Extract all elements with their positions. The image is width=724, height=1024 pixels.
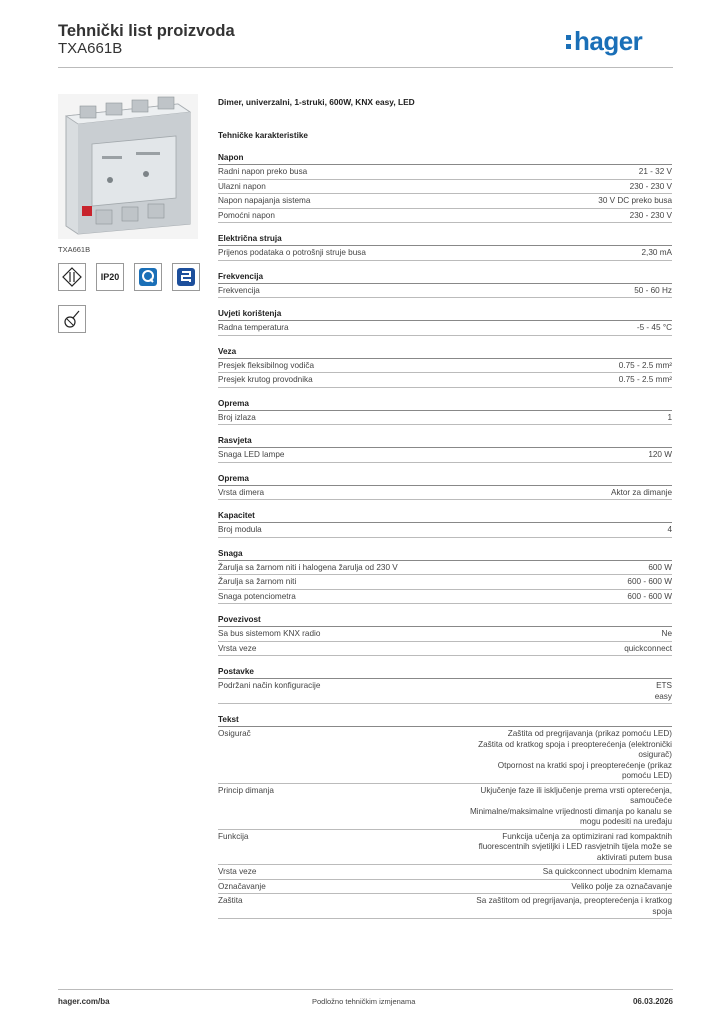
footer-divider xyxy=(58,989,673,990)
spec-value xyxy=(432,786,672,828)
spec-row xyxy=(218,180,672,195)
spec-label: Prijenos podataka o potrošnji struje busa xyxy=(218,248,366,257)
spec-row xyxy=(218,165,672,180)
spec-label: Vrsta veze xyxy=(218,643,257,653)
spec-label: Broj modula xyxy=(218,525,262,534)
spec-label: Princip dimanja xyxy=(218,785,274,795)
spec-section xyxy=(218,713,672,919)
spec-label: Frekvencija xyxy=(218,285,260,295)
spec-value xyxy=(619,361,672,372)
spec-sections xyxy=(218,151,672,919)
spec-value-line: Otpornost na kratki spoj i preopterećenje (prikaz xyxy=(497,760,672,770)
spec-section xyxy=(218,434,672,463)
spec-value xyxy=(627,577,672,588)
dimmer-symbol-icon xyxy=(58,305,86,333)
spec-value xyxy=(432,729,672,782)
tech-characteristics-heading: Tehničke karakteristike xyxy=(218,131,308,140)
spec-value-line: Aktor za dimanje xyxy=(611,487,672,497)
spec-label: Osigurač xyxy=(218,729,251,738)
spec-section xyxy=(218,472,672,501)
section-title: Frekvencija xyxy=(218,270,672,284)
spec-row xyxy=(218,448,672,463)
dimmer-device-icon xyxy=(58,94,198,239)
spec-section xyxy=(218,345,672,388)
spec-value-line: Funkcija učenja za optimizirani rad kompaktnih xyxy=(502,831,672,841)
specifications-panel xyxy=(218,96,672,919)
spec-row xyxy=(218,523,672,538)
section-title: Rasvjeta xyxy=(218,434,672,448)
spec-value xyxy=(639,167,672,178)
spec-value-line: aktivirati putem busa xyxy=(596,852,672,862)
spec-row xyxy=(218,194,672,209)
image-caption: TXA661B xyxy=(58,245,91,254)
section-title: Napon xyxy=(218,151,672,165)
spec-value-line: osigurač) xyxy=(638,750,672,759)
spec-value-line: 30 V DC preko busa xyxy=(598,196,672,205)
spec-label: Žarulja sa žarnom niti i halogena žarulja od 230 V xyxy=(218,562,398,572)
spec-value-line: Minimalne/maksimalne vrijednosti dimanja po kanalu se xyxy=(469,806,672,816)
product-name: Dimer, univerzalni, 1-struki, 600W, KNX easy, LED xyxy=(218,97,415,107)
logo-text: hager xyxy=(574,26,643,56)
spec-label: Radni napon preko busa xyxy=(218,167,308,176)
spec-label: Funkcija xyxy=(218,831,249,841)
spec-section xyxy=(218,270,672,299)
spec-row xyxy=(218,321,672,336)
spec-row xyxy=(218,359,672,374)
spec-value-line: 2,30 mA xyxy=(641,248,672,257)
ip20-label: IP20 xyxy=(100,272,120,282)
section-title: Oprema xyxy=(218,397,672,411)
hager-logo xyxy=(566,26,642,56)
product-code: TXA661B xyxy=(58,40,123,57)
spec-label: Vrsta veze xyxy=(218,867,257,876)
spec-row xyxy=(218,642,672,657)
knx-easy-icon xyxy=(172,263,200,291)
spec-label: Radna temperatura xyxy=(218,323,289,332)
spec-value xyxy=(432,896,672,917)
section-title: Snaga xyxy=(218,547,672,561)
spec-value xyxy=(667,525,672,536)
spec-label: Ulazni napon xyxy=(218,181,266,191)
section-title: Električna struja xyxy=(218,232,672,246)
spec-row xyxy=(218,284,672,299)
spec-label: Pomoćni napon xyxy=(218,210,275,220)
header-divider xyxy=(58,67,673,68)
spec-section xyxy=(218,613,672,656)
spec-row xyxy=(218,246,672,261)
spec-value xyxy=(627,592,672,603)
spec-row xyxy=(218,894,672,919)
spec-label: Napon napajanja sistema xyxy=(218,196,311,205)
section-title: Oprema xyxy=(218,472,672,486)
spec-value-line: ETS xyxy=(656,681,672,690)
spec-section xyxy=(218,665,672,704)
spec-value xyxy=(611,488,672,499)
spec-value-line: quickconnect xyxy=(624,643,672,653)
spec-value-line: Zaštita od pregrijavanja (prikaz pomoću LED) xyxy=(507,729,672,738)
spec-value-line: 230 - 230 V xyxy=(629,181,672,191)
spec-value-line: 0.75 - 2.5 mm² xyxy=(618,360,672,370)
spec-value-line: easy xyxy=(654,691,672,701)
spec-value-line: 4 xyxy=(667,525,672,534)
section-title: Povezivost xyxy=(218,613,672,627)
spec-row xyxy=(218,575,672,590)
spec-value-line: 21 - 32 V xyxy=(638,167,672,176)
spec-value xyxy=(655,681,672,702)
spec-label: Zaštita xyxy=(218,896,243,905)
footer-date: 06.03.2026 xyxy=(632,997,673,1006)
spec-value-line: Ukjučenje faze ili isključenje prema vrsti opterećenja, xyxy=(480,785,672,795)
spec-value xyxy=(667,413,672,424)
spec-value-line: Sa zaštitom od pregrijavanja, preopterećenja i kratkog xyxy=(476,896,672,905)
spec-label: Vrsta dimera xyxy=(218,487,265,497)
spec-label: Podržani način konfiguracije xyxy=(218,681,321,690)
spec-row xyxy=(218,590,672,605)
spec-section xyxy=(218,509,672,538)
spec-value xyxy=(630,182,672,193)
spec-value-line: 120 W xyxy=(648,450,672,459)
spec-row xyxy=(218,209,672,224)
spec-row xyxy=(218,679,672,704)
spec-value-line: 600 W xyxy=(648,562,672,572)
spec-row xyxy=(218,784,672,830)
spec-value-line: 600 - 600 W xyxy=(627,577,672,586)
spec-section xyxy=(218,151,672,223)
spec-label: Sa bus sistemom KNX radio xyxy=(218,629,321,638)
spec-value-line: mogu podesiti na uređaju xyxy=(580,817,672,826)
spec-row xyxy=(218,830,672,866)
spec-value-line: 230 - 230 V xyxy=(629,210,672,220)
spec-label: Snaga potenciometra xyxy=(218,591,296,601)
spec-value-line: 1 xyxy=(667,412,672,422)
spec-row xyxy=(218,627,672,642)
spec-row xyxy=(218,865,672,880)
spec-value xyxy=(637,323,672,334)
page-title: Tehnički list proizvoda xyxy=(58,22,235,40)
spec-section xyxy=(218,232,672,261)
spec-value xyxy=(648,450,672,461)
spec-value-line: Sa quickconnect ubodnim klemama xyxy=(542,867,672,876)
spec-row xyxy=(218,727,672,784)
section-title: Postavke xyxy=(218,665,672,679)
spec-value-line: -5 - 45 °C xyxy=(636,323,672,332)
spec-value-line: 50 - 60 Hz xyxy=(634,285,672,295)
din-rail-icon xyxy=(58,263,86,291)
spec-label: Presjek fleksibilnog vodiča xyxy=(218,360,315,370)
spec-label: Žarulja sa žarnom niti xyxy=(218,577,297,586)
spec-section xyxy=(218,307,672,336)
footer-website: hager.com/ba xyxy=(58,997,110,1006)
spec-value-line: pomoću LED) xyxy=(621,771,672,780)
spec-value xyxy=(619,375,672,386)
spec-row xyxy=(218,561,672,576)
spec-row xyxy=(218,880,672,895)
spec-row xyxy=(218,486,672,501)
spec-label: Broj izlaza xyxy=(218,412,256,422)
spec-value xyxy=(432,882,672,893)
spec-value xyxy=(630,211,672,222)
spec-value-line: spoja xyxy=(652,906,672,916)
spec-section xyxy=(218,547,672,605)
spec-value xyxy=(432,867,672,878)
section-title: Uvjeti korištenja xyxy=(218,307,672,321)
section-title: Veza xyxy=(218,345,672,359)
spec-value xyxy=(642,248,673,259)
spec-value xyxy=(598,196,672,207)
ip20-badge xyxy=(96,263,124,291)
spec-value-line: 600 - 600 W xyxy=(627,591,672,601)
spec-value-line: 0.75 - 2.5 mm² xyxy=(618,375,672,384)
spec-value-line: Veliko polje za označavanje xyxy=(571,881,672,891)
spec-value xyxy=(648,563,672,574)
logo-colon-icon xyxy=(566,26,571,56)
footer-note: Podložno tehničkim izmjenama xyxy=(312,997,416,1006)
spec-value-line: Zaštita od kratkog spoja i preopterećenja (elektronički xyxy=(478,739,672,749)
spec-value-line: fluorescentnih svjetiljki i LED rasvjetnih tijela može se xyxy=(478,842,672,851)
spec-label: Presjek krutog provodnika xyxy=(218,375,313,384)
spec-value xyxy=(624,644,672,655)
spec-section xyxy=(218,397,672,426)
section-title: Tekst xyxy=(218,713,672,727)
spec-value xyxy=(662,629,672,640)
spec-row xyxy=(218,411,672,426)
spec-row xyxy=(218,373,672,388)
spec-value xyxy=(432,832,672,864)
spec-value-line: Ne xyxy=(661,629,672,638)
spec-value-line: samoučeće xyxy=(630,796,672,805)
spec-label: Označavanje xyxy=(218,881,266,891)
spec-label: Snaga LED lampe xyxy=(218,450,285,459)
product-image xyxy=(58,94,198,239)
spec-value xyxy=(634,286,672,297)
section-title: Kapacitet xyxy=(218,509,672,523)
quickconnect-icon xyxy=(134,263,162,291)
